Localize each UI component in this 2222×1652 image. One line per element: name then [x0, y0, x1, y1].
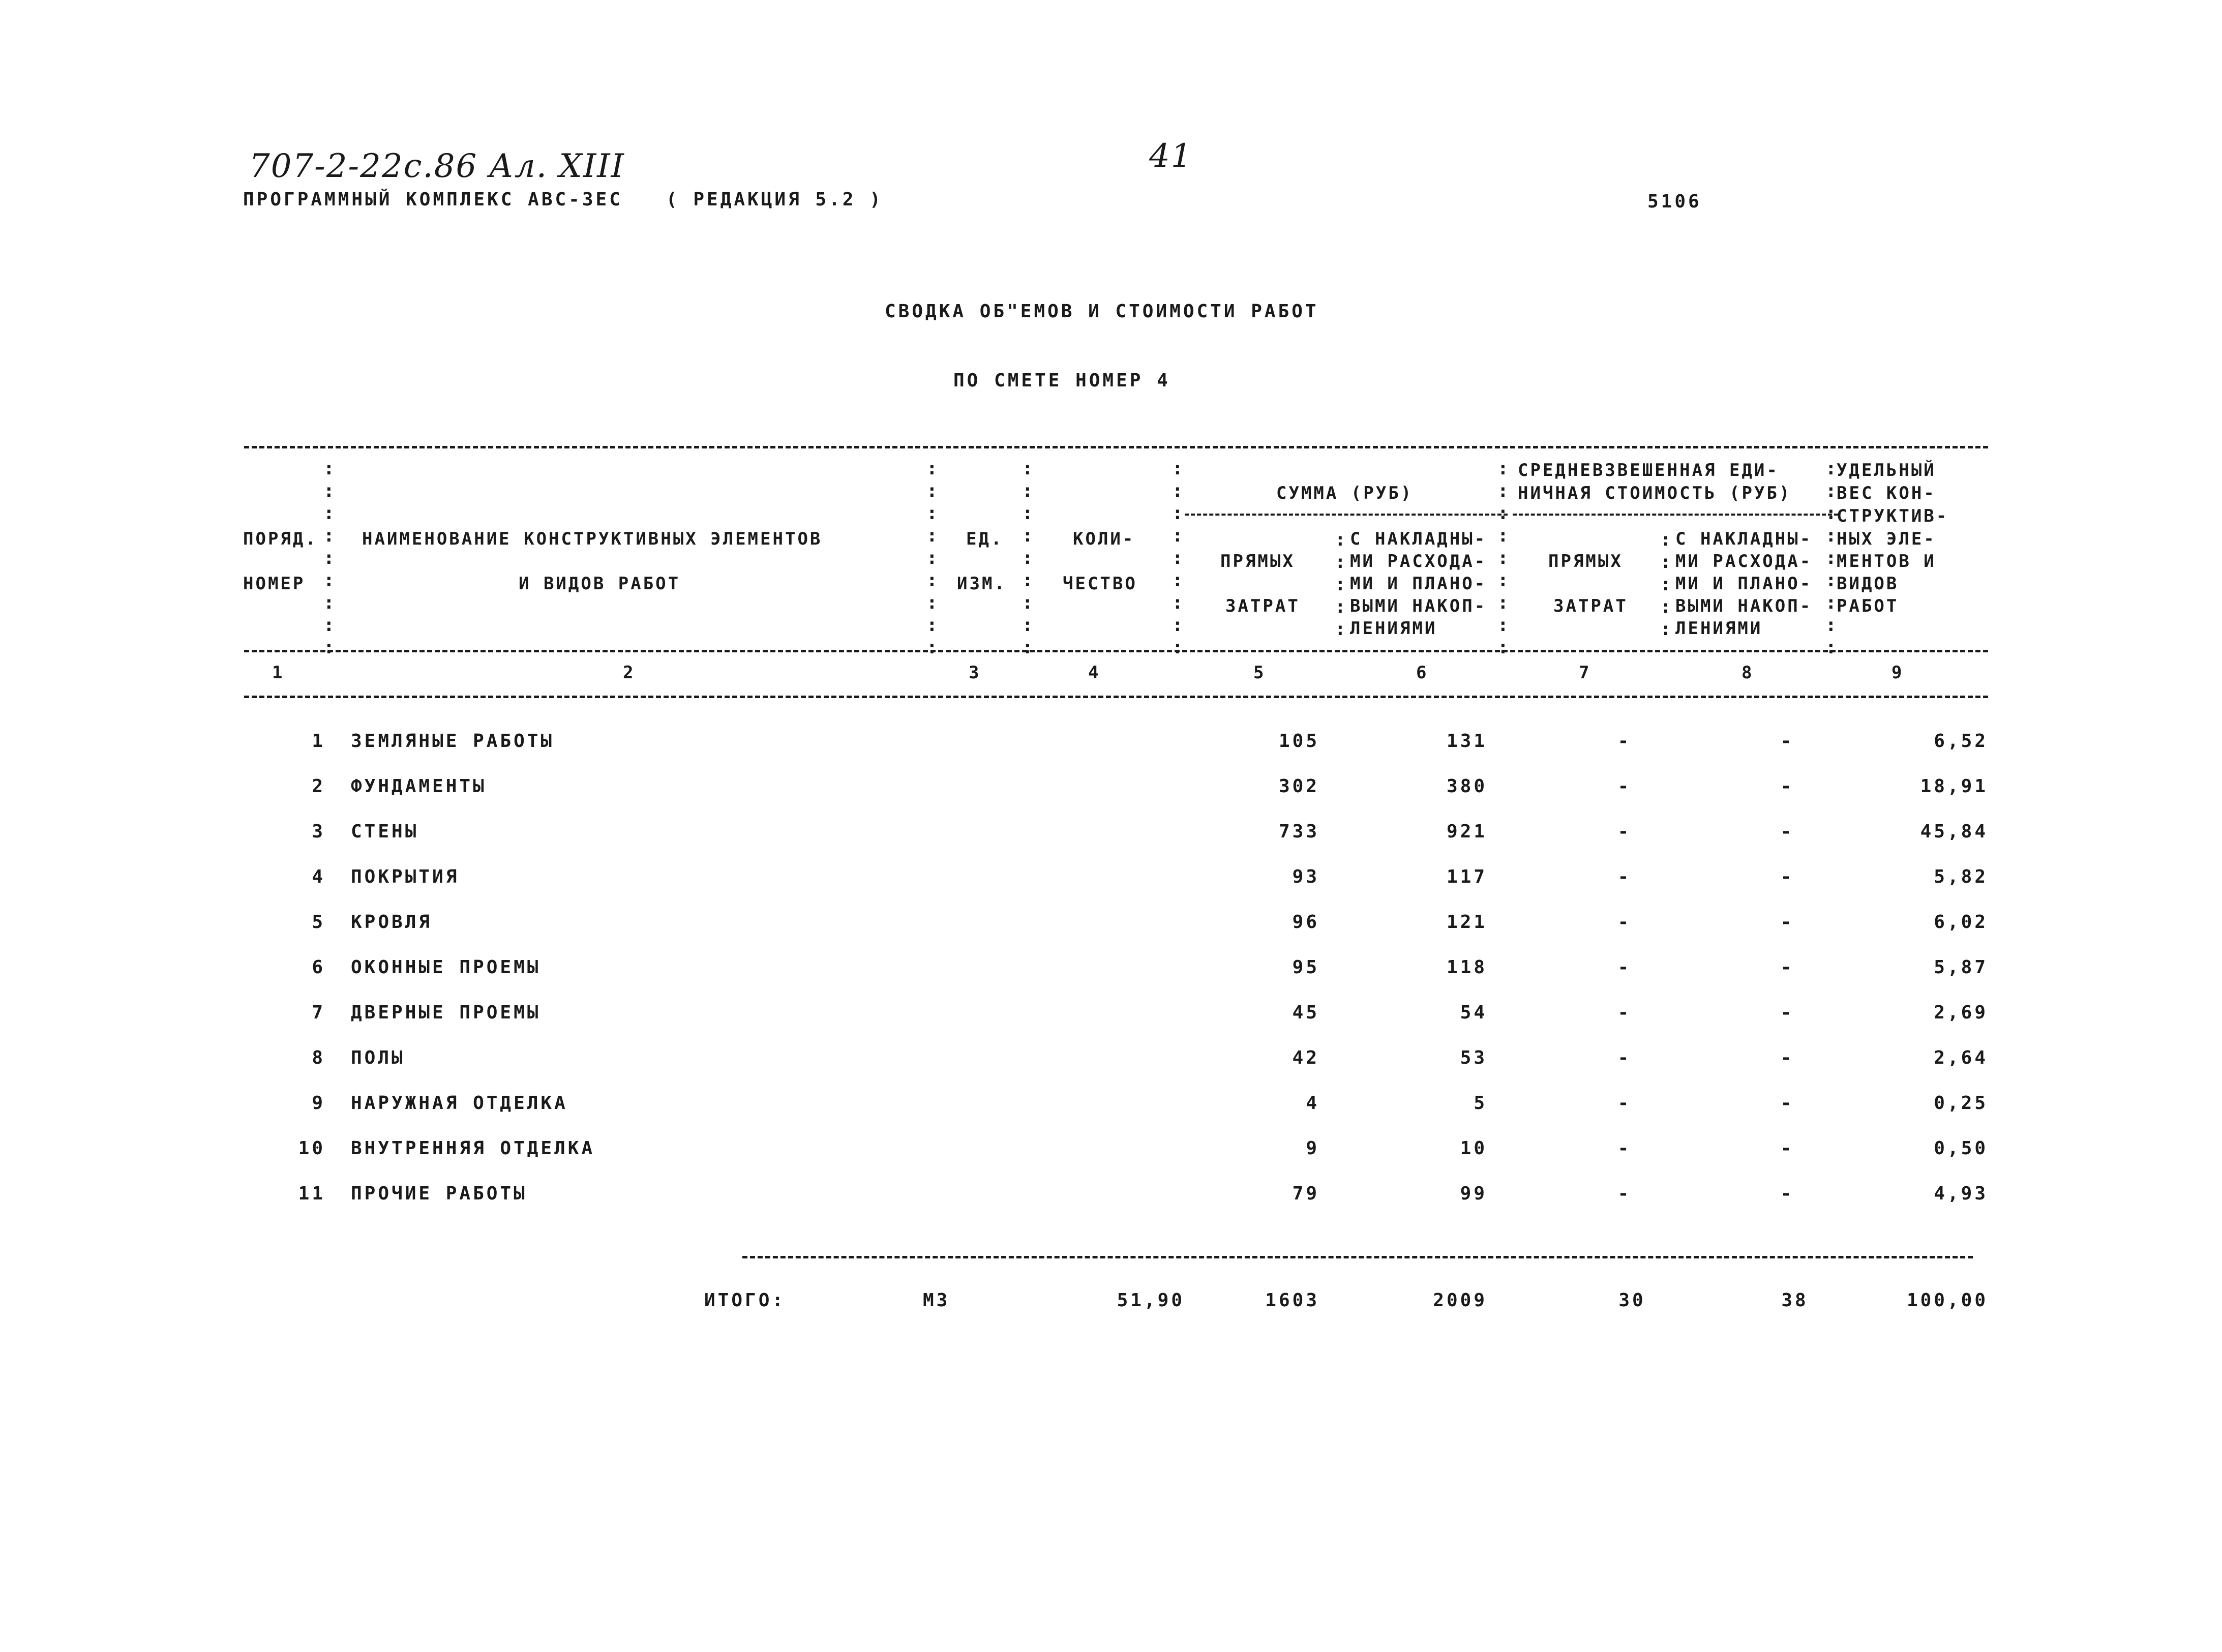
total-unit: М3	[923, 1290, 950, 1311]
row-direct: 42	[1292, 1047, 1319, 1068]
row-name: НАРУЖНАЯ ОТДЕЛКА	[351, 1093, 568, 1114]
separator-3: : : : : : : : : :	[1022, 458, 1033, 658]
row-avg-overhead: -	[1780, 866, 1794, 887]
row-name: ОКОННЫЕ ПРОЕМЫ	[351, 957, 541, 978]
row-avg-overhead: -	[1780, 776, 1794, 797]
row-weight: 18,91	[1920, 776, 1988, 797]
row-direct: 95	[1292, 957, 1319, 978]
separator-1: : : : : : : : : :	[323, 458, 335, 658]
row-weight: 0,25	[1934, 1093, 1988, 1114]
sum-group-header: СУММА (РУБ)	[1276, 483, 1414, 503]
column-number-8: 8	[1741, 663, 1754, 683]
page-subtitle: ПО СМЕТЕ НОМЕР 4	[953, 370, 1170, 391]
col8-header-l5: ЛЕНИЯМИ	[1675, 618, 1763, 639]
row-number: 11	[298, 1183, 325, 1204]
row-weight: 2,64	[1934, 1047, 1988, 1068]
row-direct: 93	[1292, 866, 1319, 887]
col9-header-l2: ВЕС КОН-	[1837, 483, 1936, 503]
row-name: ПОКРЫТИЯ	[351, 866, 460, 887]
row-name: ПОЛЫ	[351, 1047, 405, 1068]
total-avg-direct: 30	[1618, 1290, 1646, 1311]
separator-6: : : : : : : : : :	[1497, 458, 1509, 658]
col7-header-line2: ЗАТРАТ	[1553, 596, 1628, 616]
row-overhead: 117	[1446, 866, 1487, 887]
row-weight: 6,02	[1934, 912, 1988, 933]
edition-label: ( РЕДАКЦИЯ 5.2 )	[666, 189, 883, 210]
avg-group-header-line2: НИЧНАЯ СТОИМОСТЬ (РУБ)	[1518, 483, 1792, 503]
row-avg-overhead: -	[1780, 957, 1794, 978]
row-name: ПРОЧИЕ РАБОТЫ	[351, 1183, 527, 1204]
col6-header-l1: С НАКЛАДНЫ-	[1350, 529, 1487, 549]
separator-5: : : : : :	[1335, 529, 1346, 640]
col9-header-l5: МЕНТОВ И	[1837, 551, 1936, 572]
total-label: ИТОГО:	[704, 1290, 786, 1311]
table-row	[0, 731, 2222, 756]
row-avg-direct: -	[1617, 1138, 1632, 1159]
table-row	[0, 1183, 2222, 1209]
row-avg-direct: -	[1617, 821, 1632, 842]
table-row	[0, 912, 2222, 937]
row-weight: 45,84	[1920, 821, 1988, 842]
row-overhead: 131	[1446, 731, 1487, 752]
column-number-6: 6	[1416, 663, 1429, 683]
handwritten-page-number: 41	[1149, 137, 1193, 175]
row-avg-overhead: -	[1780, 821, 1794, 842]
row-avg-direct: -	[1617, 866, 1632, 887]
row-number: 9	[312, 1093, 325, 1114]
row-overhead: 380	[1446, 776, 1487, 797]
row-overhead: 5	[1474, 1093, 1487, 1114]
row-avg-overhead: -	[1780, 912, 1794, 933]
row-number: 5	[312, 912, 325, 933]
row-overhead: 118	[1446, 957, 1487, 978]
separator-4: : : : : : : : : :	[1172, 458, 1183, 658]
row-direct: 733	[1278, 821, 1319, 842]
column-number-4: 4	[1088, 663, 1101, 683]
separator-8: : : : : : : : : :	[1825, 458, 1837, 658]
total-overhead: 2009	[1433, 1290, 1487, 1311]
table-row	[0, 957, 2222, 982]
column-number-7: 7	[1579, 663, 1592, 683]
col6-header-l5: ЛЕНИЯМИ	[1350, 618, 1437, 639]
row-number: 7	[312, 1002, 325, 1023]
col5-header-line1: ПРЯМЫХ	[1220, 551, 1295, 572]
total-rule	[742, 1256, 1973, 1258]
row-number: 8	[312, 1047, 325, 1068]
column-number-3: 3	[969, 663, 981, 683]
column-number-5: 5	[1253, 663, 1266, 683]
row-number: 1	[312, 731, 325, 752]
table-row	[0, 1047, 2222, 1073]
row-direct: 96	[1292, 912, 1319, 933]
col9-header-l7: РАБОТ	[1837, 596, 1899, 616]
row-overhead: 53	[1460, 1047, 1487, 1068]
row-overhead: 54	[1460, 1002, 1487, 1023]
row-number: 3	[312, 821, 325, 842]
row-name: ВНУТРЕННЯЯ ОТДЕЛКА	[351, 1138, 595, 1159]
header-bottom-rule	[244, 650, 1988, 652]
row-name: ДВЕРНЫЕ ПРОЕМЫ	[351, 1002, 541, 1023]
table-row	[0, 1093, 2222, 1118]
col9-header-l6: ВИДОВ	[1837, 574, 1899, 594]
column-number-9: 9	[1891, 663, 1904, 683]
row-direct: 79	[1292, 1183, 1319, 1204]
row-name: ЗЕМЛЯНЫЕ РАБОТЫ	[351, 731, 555, 752]
column-numbers-rule	[244, 696, 1988, 698]
col6-header-l2: МИ РАСХОДА-	[1350, 551, 1487, 572]
total-avg-overhead: 38	[1781, 1290, 1809, 1311]
row-avg-direct: -	[1617, 957, 1632, 978]
row-direct: 105	[1278, 731, 1319, 752]
row-overhead: 121	[1446, 912, 1487, 933]
row-avg-overhead: -	[1780, 1002, 1794, 1023]
row-weight: 5,87	[1934, 957, 1988, 978]
row-overhead: 921	[1446, 821, 1487, 842]
col4-header-line2: ЧЕСТВО	[1063, 574, 1137, 594]
total-qty: 51,90	[1117, 1290, 1185, 1311]
total-direct: 1603	[1265, 1290, 1319, 1311]
total-weight: 100,00	[1906, 1290, 1988, 1311]
row-direct: 4	[1306, 1093, 1319, 1114]
row-weight: 4,93	[1934, 1183, 1988, 1204]
row-avg-overhead: -	[1780, 731, 1794, 752]
row-name: ФУНДАМЕНТЫ	[351, 776, 487, 797]
row-overhead: 10	[1460, 1138, 1487, 1159]
row-number: 10	[298, 1138, 325, 1159]
group-sub-rule-avg	[1513, 514, 1838, 516]
table-row	[0, 821, 2222, 847]
col9-header-l3: СТРУКТИВ-	[1837, 506, 1949, 526]
row-direct: 302	[1278, 776, 1319, 797]
row-number: 4	[312, 866, 325, 887]
col8-header-l2: МИ РАСХОДА-	[1675, 551, 1813, 572]
row-avg-direct: -	[1617, 1183, 1632, 1204]
page-title: СВОДКА ОБ"ЕМОВ И СТОИМОСТИ РАБОТ	[885, 301, 1319, 322]
row-overhead: 99	[1460, 1183, 1487, 1204]
row-direct: 45	[1292, 1002, 1319, 1023]
col8-header-l4: ВЫМИ НАКОП-	[1675, 596, 1813, 616]
col2-header-line1: НАИМЕНОВАНИЕ КОНСТРУКТИВНЫХ ЭЛЕМЕНТОВ	[362, 529, 823, 549]
col5-header-line2: ЗАТРАТ	[1225, 596, 1300, 616]
row-avg-overhead: -	[1780, 1093, 1794, 1114]
col6-header-l3: МИ И ПЛАНО-	[1350, 574, 1487, 594]
avg-group-header-line1: СРЕДНЕВЗВЕШЕННАЯ ЕДИ-	[1518, 460, 1779, 480]
col2-header-line2: И ВИДОВ РАБОТ	[519, 574, 681, 594]
col4-header-line1: КОЛИ-	[1073, 529, 1135, 549]
row-avg-direct: -	[1617, 912, 1632, 933]
col7-header-line1: ПРЯМЫХ	[1548, 551, 1623, 572]
row-avg-overhead: -	[1780, 1138, 1794, 1159]
column-number-2: 2	[623, 663, 636, 683]
row-weight: 0,50	[1934, 1138, 1988, 1159]
column-number-1: 1	[272, 663, 285, 683]
row-weight: 6,52	[1934, 731, 1988, 752]
row-direct: 9	[1306, 1138, 1319, 1159]
table-row	[0, 866, 2222, 892]
table-row	[0, 1002, 2222, 1028]
row-avg-direct: -	[1617, 1047, 1632, 1068]
col8-header-l3: МИ И ПЛАНО-	[1675, 574, 1813, 594]
document-code: 5106	[1647, 191, 1702, 212]
row-name: СТЕНЫ	[351, 821, 419, 842]
col8-header-l1: С НАКЛАДНЫ-	[1675, 529, 1813, 549]
col3-header-line1: ЕД.	[966, 529, 1004, 549]
col3-header-line2: ИЗМ.	[957, 574, 1007, 594]
table-row	[0, 776, 2222, 801]
header-top-rule	[244, 446, 1988, 448]
row-number: 2	[312, 776, 325, 797]
row-weight: 5,82	[1934, 866, 1988, 887]
group-sub-rule-sum	[1185, 514, 1508, 516]
col1-header-line1: ПОРЯД.	[243, 529, 318, 549]
row-name: КРОВЛЯ	[351, 912, 433, 933]
row-avg-overhead: -	[1780, 1183, 1794, 1204]
col9-header-l1: УДЕЛЬНЫЙ	[1837, 460, 1936, 480]
table-row	[0, 1138, 2222, 1163]
col9-header-l4: НЫХ ЭЛЕ-	[1837, 529, 1936, 549]
row-weight: 2,69	[1934, 1002, 1988, 1023]
separator-2: : : : : : : : : :	[926, 458, 938, 658]
handwritten-doc-code: 707-2-22с.86 Ал. XIII	[249, 147, 625, 185]
row-avg-direct: -	[1617, 1093, 1632, 1114]
row-avg-direct: -	[1617, 731, 1632, 752]
row-avg-overhead: -	[1780, 1047, 1794, 1068]
separator-7: : : : : :	[1660, 529, 1671, 640]
row-avg-direct: -	[1617, 1002, 1632, 1023]
col6-header-l4: ВЫМИ НАКОП-	[1350, 596, 1487, 616]
program-name: ПРОГРАММНЫЙ КОМПЛЕКС АВС-ЗЕС	[243, 189, 623, 210]
row-avg-direct: -	[1617, 776, 1632, 797]
row-number: 6	[312, 957, 325, 978]
col1-header-line2: НОМЕР	[243, 574, 306, 594]
